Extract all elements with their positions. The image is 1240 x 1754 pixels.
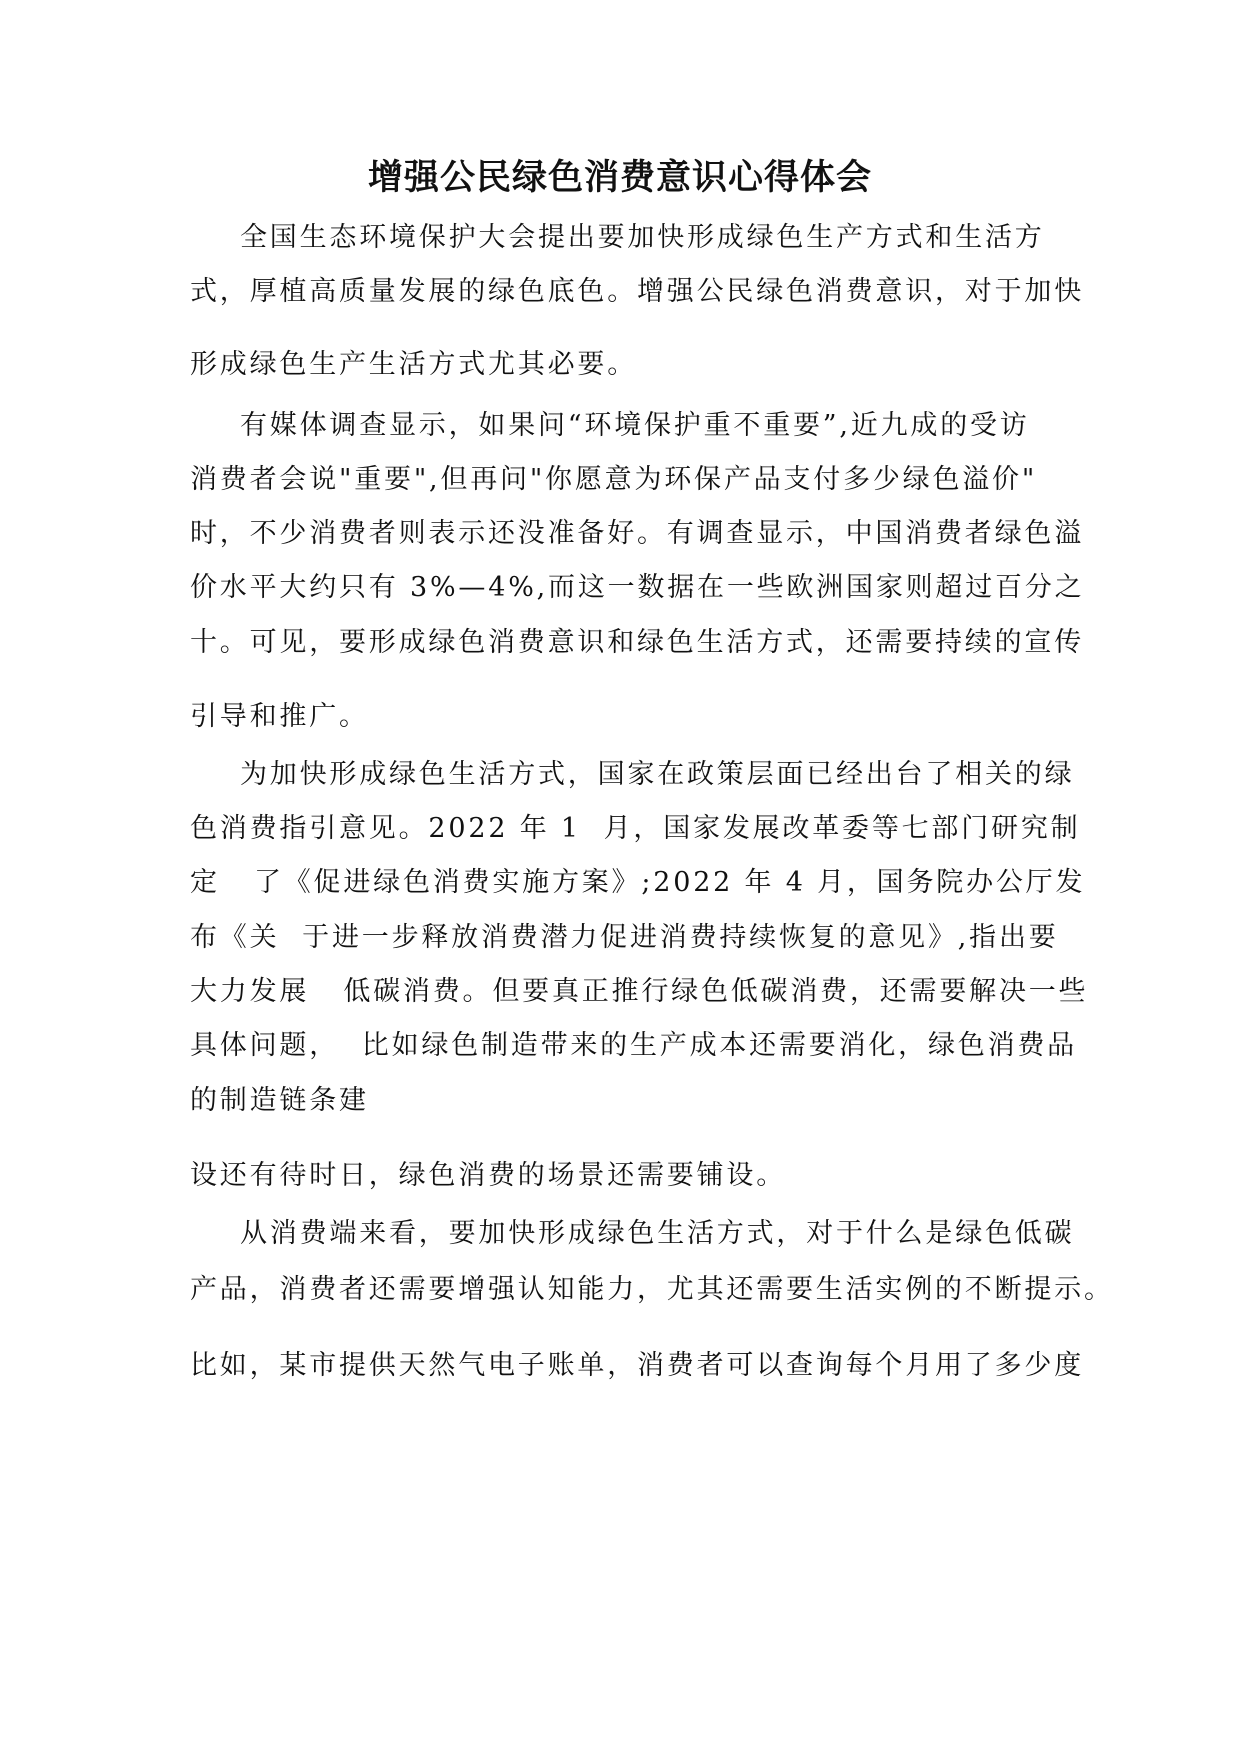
paragraph-line: 设还有待时日，绿色消费的场景还需要铺设。: [190, 1160, 786, 1191]
paragraph-line: 式，厚植高质量发展的绿色底色。增强公民绿色消费意识，对于加快: [190, 276, 1084, 307]
paragraph-line: 十。可见，要形成绿色消费意识和绿色生活方式，还需要持续的宣传: [190, 627, 1084, 658]
paragraph-line: 具体问题， 比如绿色制造带来的生产成本还需要消化，绿色消费品: [190, 1030, 1077, 1061]
paragraph-line: 时，不少消费者则表示还没准备好。有调查显示，中国消费者绿色溢: [190, 518, 1084, 549]
paragraph-line: 形成绿色生产生活方式尤其必要。: [190, 349, 637, 380]
paragraph-line: 为加快形成绿色生活方式，国家在政策层面已经出台了相关的绿: [240, 759, 1075, 790]
document-title: 增强公民绿色消费意识心得体会: [367, 157, 872, 198]
paragraph-line: 大力发展 低碳消费。但要真正推行绿色低碳消费，还需要解决一些: [190, 976, 1089, 1007]
paragraph-line: 的制造链条建: [190, 1085, 369, 1116]
paragraph-line: 消费者会说"重要",但再问"你愿意为环保产品支付多少绿色溢价": [190, 464, 1038, 495]
paragraph-line: 比如，某市提供天然气电子账单，消费者可以查询每个月用了多少度: [190, 1350, 1084, 1381]
paragraph-line: 引导和推广。: [190, 701, 369, 732]
paragraph-line: 有媒体调查显示，如果问“环境保护重不重要”,近九成的受访: [240, 410, 1030, 441]
paragraph-line: 产品，消费者还需要增强认知能力，尤其还需要生活实例的不断提示。: [190, 1274, 1114, 1305]
paragraph-line: 全国生态环境保护大会提出要加快形成绿色生产方式和生活方: [240, 222, 1045, 253]
paragraph-line: 从消费端来看，要加快形成绿色生活方式，对于什么是绿色低碳: [240, 1218, 1075, 1249]
paragraph-line: 色消费指引意见。2022 年 1 月，国家发展改革委等七部门研究制: [190, 813, 1081, 844]
paragraph-line: 定 了《促进绿色消费实施方案》;2022 年 4 月，国务院办公厅发: [190, 867, 1086, 898]
paragraph-line: 价水平大约只有 3%—4%,而这一数据在一些欧洲国家则超过百分之: [190, 572, 1085, 603]
paragraph-line: 布《关 于进一步释放消费潜力促进消费持续恢复的意见》,指出要: [190, 922, 1059, 953]
